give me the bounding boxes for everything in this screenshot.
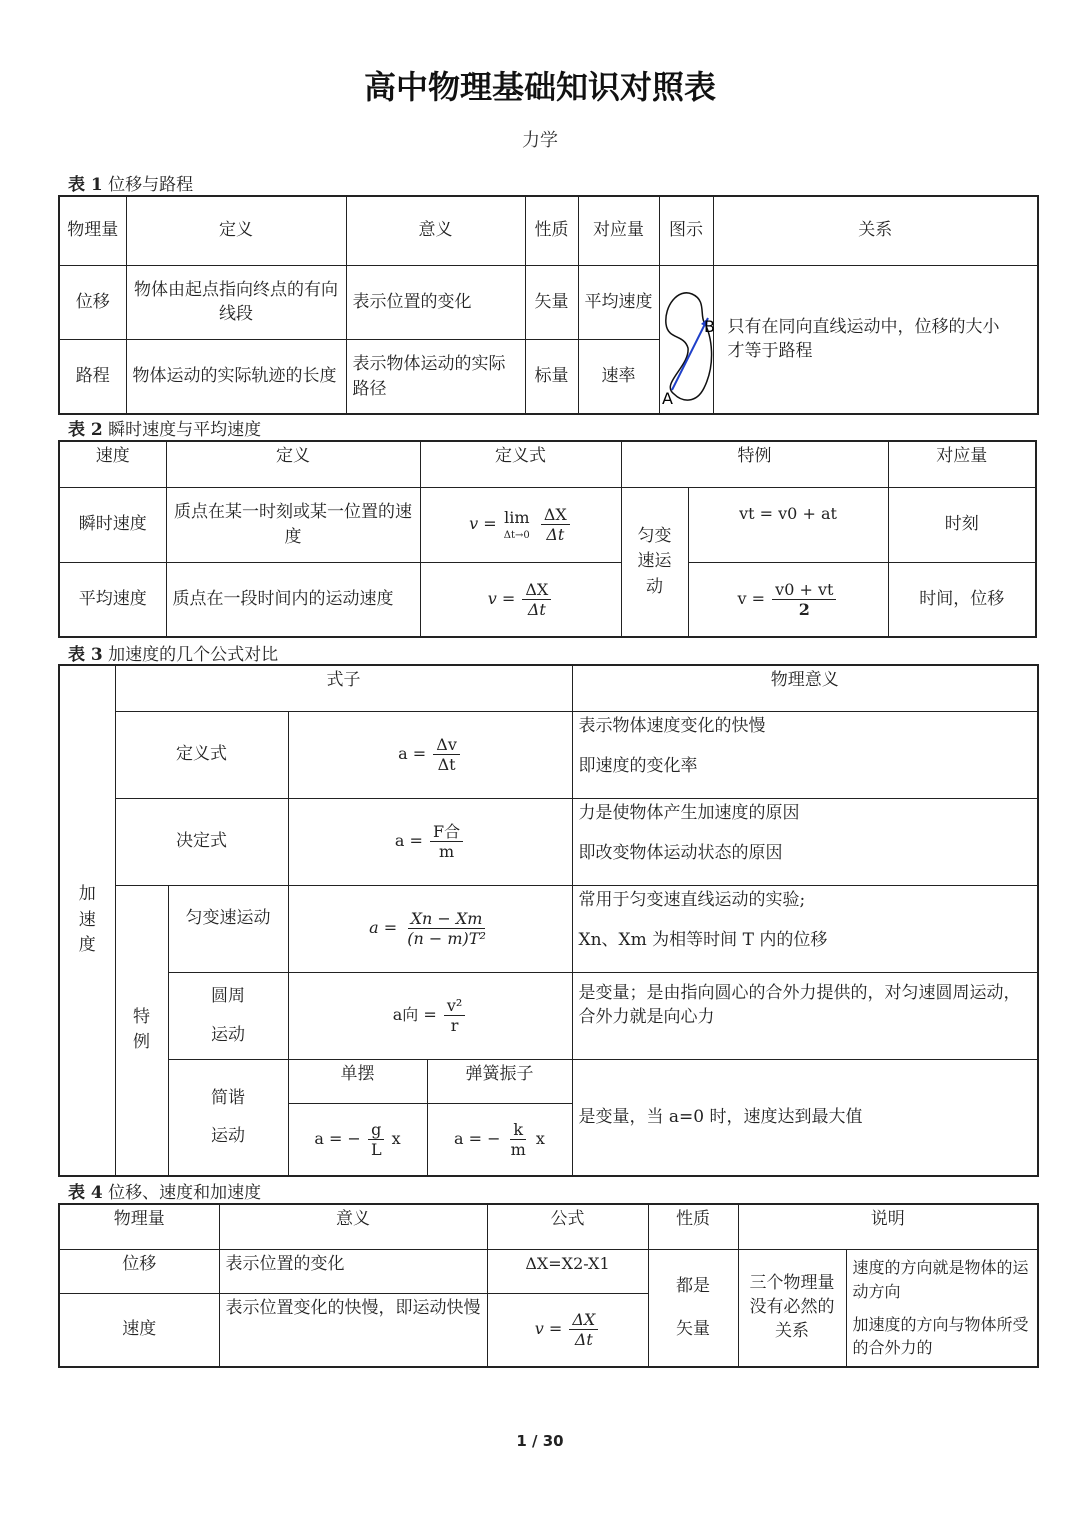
t3-determining-formula: a = $\frac{\text{F合}}{m}$ — [288, 798, 572, 885]
t3-definition-formula: a = $\frac{\Delta v}{\Delta t}$ — [288, 711, 572, 798]
table-row — [59, 972, 1038, 1059]
t1-header-corresponding: 对应量 — [578, 196, 659, 265]
t3-row-meaning: 表示物体速度变化的快慢 即速度的变化率 — [572, 711, 1038, 798]
t2-header-formula: 定义式 — [420, 441, 621, 487]
t2-header-speed: 速度 — [59, 441, 166, 487]
point-b-label: B — [703, 316, 714, 336]
t4-header-meaning: 意义 — [219, 1204, 487, 1249]
table4 — [58, 1203, 1039, 1368]
t3-side-label: 加速度 — [59, 665, 115, 1176]
t4-header-formula: 公式 — [487, 1204, 648, 1249]
t3-row-name: 匀变速运动 — [168, 885, 288, 972]
table-row — [59, 562, 1036, 637]
t2-header-definition: 定义 — [166, 441, 420, 487]
table-row — [59, 885, 1038, 972]
t4-header-nature: 性质 — [648, 1204, 738, 1249]
t1-row-meaning: 表示物体运动的实际路径 — [346, 340, 525, 415]
t3-row-meaning: 是变量，当 a=0 时，速度达到最大值 — [572, 1059, 1038, 1176]
t4-note-mid: 三个物理量没有必然的关系 — [738, 1249, 846, 1367]
t3-row-meaning: 是变量；是由指向圆心的合外力提供的，对匀速圆周运动，合外力就是向心力 — [572, 972, 1038, 1059]
t2-special-label: 匀变速运动 — [621, 487, 688, 637]
t3-row-name: 简谐 运动 — [168, 1059, 288, 1176]
t2-header-special: 特例 — [621, 441, 888, 487]
t4-row-name: 速度 — [59, 1293, 219, 1367]
t3-sub-spring: 弹簧振子 — [427, 1059, 572, 1103]
table3 — [58, 664, 1039, 1177]
t1-row-nature: 矢量 — [525, 265, 578, 340]
t2-special-formula-2: v = $\frac{v0 + vt}{2}$ — [688, 562, 888, 637]
t2-instant-formula: v = lim Δt→0 $\frac{\Delta X}{\Delta t}$ — [420, 487, 621, 562]
table-row — [59, 1059, 1038, 1103]
t4-nature: 都是 矢量 — [648, 1249, 738, 1367]
t4-header-quantity: 物理量 — [59, 1204, 219, 1249]
t3-uniform-formula: a = $\frac{Xn - Xm}{\text{(n − m)T²}}$ — [288, 885, 572, 972]
t4-velocity-formula: v = $\frac{\Delta X}{\Delta t}$ — [487, 1293, 648, 1367]
section-subtitle: 力学 — [522, 130, 558, 151]
t4-note-right: 速度的方向就是物体的运动方向 加速度的方向与物体所受的合外力的 — [846, 1249, 1038, 1367]
t4-header-note: 说明 — [738, 1204, 1038, 1249]
table-row — [59, 265, 1038, 340]
table1 — [58, 195, 1039, 415]
t3-spring-formula: a = − $\frac{k}{m}$ x — [427, 1103, 572, 1176]
t4-row-meaning: 表示位置变化的快慢，即运动快慢 — [219, 1293, 487, 1367]
t3-row-name: 圆周 运动 — [168, 972, 288, 1059]
t3-row-name: 决定式 — [115, 798, 288, 885]
t2-row-corr: 时刻 — [888, 487, 1036, 562]
table4-caption: 表 4 位移、速度和加速度 — [68, 1183, 262, 1203]
t2-row-name: 瞬时速度 — [59, 487, 166, 562]
t3-circular-formula: a向 = $\frac{\text{v²}}{r}$ — [288, 972, 572, 1059]
t4-row-meaning: 表示位置的变化 — [219, 1249, 487, 1293]
t3-row-meaning: 力是使物体产生加速度的原因 即改变物体运动状态的原因 — [572, 798, 1038, 885]
t3-header-meaning: 物理意义 — [572, 665, 1038, 711]
t1-row-corr: 平均速度 — [578, 265, 659, 340]
t3-special-label: 特例 — [115, 885, 168, 1176]
t4-row-name: 位移 — [59, 1249, 219, 1293]
t1-header-definition: 定义 — [126, 196, 346, 265]
t1-row-def: 物体运动的实际轨迹的长度 — [126, 340, 346, 415]
t2-row-def: 质点在某一时刻或某一位置的速度 — [166, 487, 420, 562]
t2-header-corresponding: 对应量 — [888, 441, 1036, 487]
table2-caption: 表 2 瞬时速度与平均速度 — [68, 420, 262, 440]
t3-sub-pendulum: 单摆 — [288, 1059, 427, 1103]
t1-row-meaning: 表示位置的变化 — [346, 265, 525, 340]
actual-trajectory — [665, 292, 711, 399]
table3-caption: 表 3 加速度的几个公式对比 — [68, 645, 279, 665]
t3-header-formula: 式子 — [115, 665, 572, 711]
t1-header-nature: 性质 — [525, 196, 578, 265]
point-a-label: A — [661, 388, 673, 406]
t3-row-meaning: 常用于匀变速直线运动的实验; Xn、Xm 为相等时间 T 内的位移 — [572, 885, 1038, 972]
t1-row-name: 路程 — [59, 340, 126, 415]
table-row — [59, 1249, 1038, 1293]
t2-special-formula-1: vt = v0 + at — [688, 487, 888, 562]
t1-row-nature: 标量 — [525, 340, 578, 415]
t1-relation: 只有在同向直线运动中，位移的大小才等于路程 — [713, 265, 1038, 414]
page-number: 1 / 30 — [516, 1432, 564, 1450]
t1-header-quantity: 物理量 — [59, 196, 126, 265]
t1-row-corr: 速率 — [578, 340, 659, 415]
t2-row-corr: 时间，位移 — [888, 562, 1036, 637]
page-title: 高中物理基础知识对照表 — [363, 68, 716, 106]
path-diagram — [660, 266, 714, 406]
t1-row-def: 物体由起点指向终点的有向线段 — [126, 265, 346, 340]
t4-displacement-formula: ΔX=X2-X1 — [487, 1249, 648, 1293]
t3-pendulum-formula: a = − $\frac{g}{L}$ x — [288, 1103, 427, 1176]
t2-row-def: 质点在一段时间内的运动速度 — [166, 562, 420, 637]
table1-caption: 表 1 位移与路程 — [68, 175, 194, 195]
t1-diagram-cell — [659, 265, 713, 414]
t1-header-diagram: 图示 — [659, 196, 713, 265]
t3-row-name: 定义式 — [115, 711, 288, 798]
table-row — [59, 798, 1038, 885]
t1-header-meaning: 意义 — [346, 196, 525, 265]
t1-header-relation: 关系 — [713, 196, 1038, 265]
t1-row-name: 位移 — [59, 265, 126, 340]
t2-row-name: 平均速度 — [59, 562, 166, 637]
table2 — [58, 440, 1037, 638]
t2-average-formula: v = $\frac{\Delta X}{\Delta t}$ — [420, 562, 621, 637]
table-row — [59, 487, 1036, 562]
displacement-arrow — [672, 318, 708, 390]
table-row — [59, 711, 1038, 798]
